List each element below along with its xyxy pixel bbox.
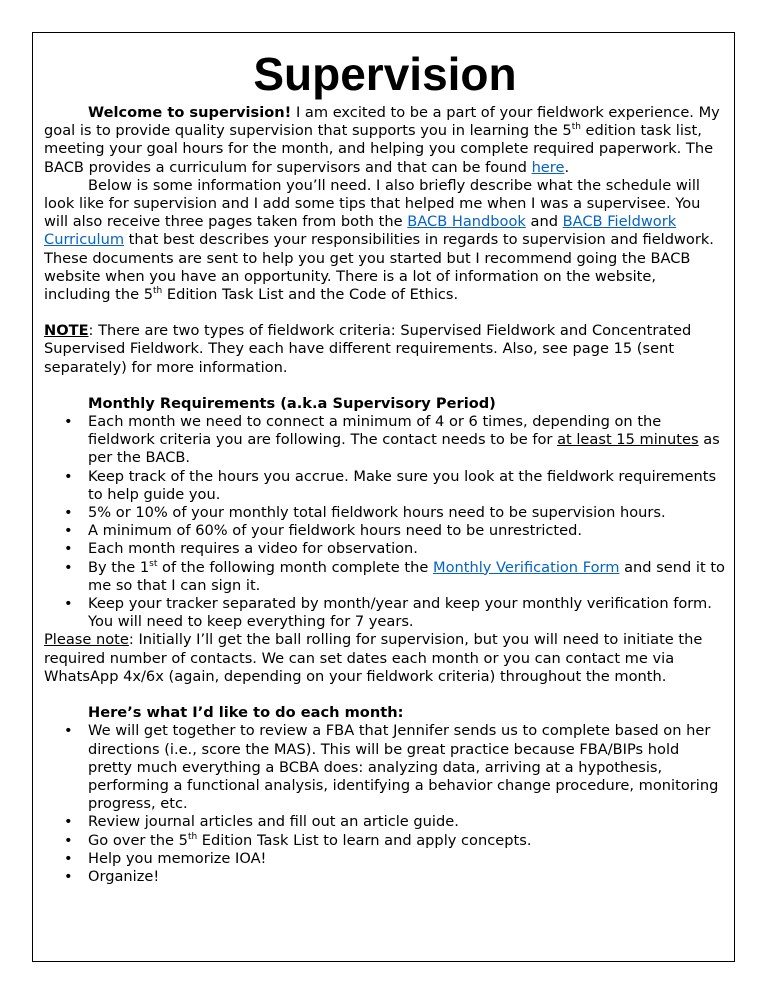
item-text-underlined: at least 15 minutes — [557, 431, 699, 449]
info-text: Edition Task List and the Code of Ethics. — [162, 286, 459, 304]
welcome-heading: Welcome to supervision! — [88, 104, 292, 121]
superscript: st — [149, 558, 158, 569]
list-item — [44, 595, 726, 631]
bullet-icon: • — [64, 540, 73, 558]
superscript: th — [187, 831, 198, 842]
item-text: A minimum of 60% of your fieldwork hours need to be unrestricted. — [88, 522, 583, 540]
note-paragraph — [44, 322, 726, 377]
bullet-icon: • — [64, 813, 73, 831]
superscript: th — [571, 122, 581, 133]
info-text: Below is some information you’ll need. I also briefly describe what the schedule will look like for supervision and I add some tips that helped me when I was a supervisee. You will also receive three pages taken from both the — [44, 176, 701, 231]
list-item — [44, 850, 726, 868]
list-item — [44, 832, 726, 850]
bullet-icon: • — [64, 867, 73, 885]
item-text: Edition Task List to learn and apply concepts. — [197, 831, 532, 849]
item-text: Review journal articles and fill out an article guide. — [88, 813, 459, 831]
info-text: that best describes your responsibilities in regards to supervision and fieldwork. These documents are sent to help you get you started but I recommend going the BACB website when you have an opportunity. There is a lot of information on the website, including the 5 — [44, 231, 714, 304]
here-link[interactable]: here — [531, 158, 565, 176]
superscript: th — [152, 286, 163, 297]
please-note-text: : Initially I’ll get the ball rolling for supervision, but you will need to initiate the required number of contacts. We can set dates each month or you can contact me via WhatsApp 4x/6x (again, depending on your fieldwork criteria) throughout the month. — [44, 631, 703, 685]
bullet-icon: • — [64, 849, 73, 867]
bullet-icon: • — [64, 722, 73, 740]
note-text: : There are two types of fieldwork criteria: Supervised Fieldwork and Concentrated Supervised Fieldwork. They each have different requirements. Also, see page 15 (sent separately) for more information. — [44, 322, 692, 376]
item-text: as per the BACB. — [88, 431, 720, 467]
list-item — [44, 813, 726, 831]
list-item — [44, 540, 726, 558]
page-title: Supervision — [253, 48, 517, 100]
list-item — [44, 522, 726, 540]
please-note-paragraph — [44, 631, 726, 686]
item-text: Keep your tracker separated by month/year and keep your monthly verification form. You will need to keep everything for 7 years. — [88, 595, 712, 631]
list-item — [44, 559, 726, 595]
intro-text: edition task list, meeting your goal hours for the month, and helping you complete required paperwork. The BACB provides a curriculum for supervisors and that can be found — [44, 122, 714, 176]
intro-paragraph — [44, 104, 726, 177]
item-text: Go over the 5 — [88, 831, 188, 849]
spacer — [44, 304, 726, 322]
bullet-icon: • — [64, 504, 73, 522]
item-text: Organize! — [88, 867, 160, 885]
please-note-label: Please note — [44, 631, 129, 649]
bacb-fieldwork-curriculum-link[interactable]: BACB Fieldwork Curriculum — [44, 213, 677, 249]
list-item — [44, 868, 726, 886]
item-text: By the 1 — [88, 558, 150, 576]
bullet-icon: • — [64, 558, 73, 576]
monthly-requirements-heading: Monthly Requirements (a.k.a Supervisory Period) — [88, 394, 496, 412]
list-item — [44, 468, 726, 504]
info-text: and — [525, 213, 563, 231]
list-item — [44, 413, 726, 468]
each-month-list — [44, 722, 726, 886]
bacb-handbook-link[interactable]: BACB Handbook — [407, 213, 526, 231]
list-item — [44, 504, 726, 522]
monthly-requirements-list — [44, 413, 726, 631]
spacer — [44, 686, 726, 704]
note-label: NOTE — [44, 322, 89, 340]
bullet-icon: • — [64, 522, 73, 540]
item-text: We will get together to review a FBA that Jennifer sends us to complete based on her directions (i.e., score the MAS). This will be great practice because FBA/BIPs hold pretty much everything a BCBA does: analyzing data, arriving at a hypothesis, performing a functional analysis, identifying a behavior change procedure, monitoring progress, etc. — [88, 722, 719, 813]
monthly-verification-form-link[interactable]: Monthly Verification Form — [432, 558, 620, 576]
bullet-icon: • — [64, 831, 73, 849]
item-text: Help you memorize IOA! — [88, 849, 267, 867]
intro-text: . — [564, 158, 570, 176]
item-text: 5% or 10% of your monthly total fieldwork hours need to be supervision hours. — [88, 504, 666, 522]
document-body — [44, 44, 726, 886]
bullet-icon: • — [64, 467, 73, 485]
item-text: Each month requires a video for observation. — [88, 540, 418, 558]
info-paragraph — [44, 177, 726, 304]
item-text: Each month we need to connect a minimum of 4 or 6 times, depending on the fieldwork criteria you are following. The contact needs to be for — [88, 413, 662, 449]
list-item — [44, 722, 726, 813]
spacer — [44, 377, 726, 395]
each-month-heading: Here’s what I’d like to do each month: — [88, 704, 404, 722]
item-text: of the following month complete the — [157, 558, 433, 576]
bullet-icon: • — [64, 595, 73, 613]
bullet-icon: • — [64, 413, 73, 431]
item-text: and send it to me so that I can sign it. — [88, 558, 725, 594]
intro-text: I am excited to be a part of your fieldwork experience. My goal is to provide quality supervision that supports you in learning the 5 — [44, 104, 720, 140]
item-text: Keep track of the hours you accrue. Make sure you look at the fieldwork requirements to help guide you. — [88, 467, 717, 503]
